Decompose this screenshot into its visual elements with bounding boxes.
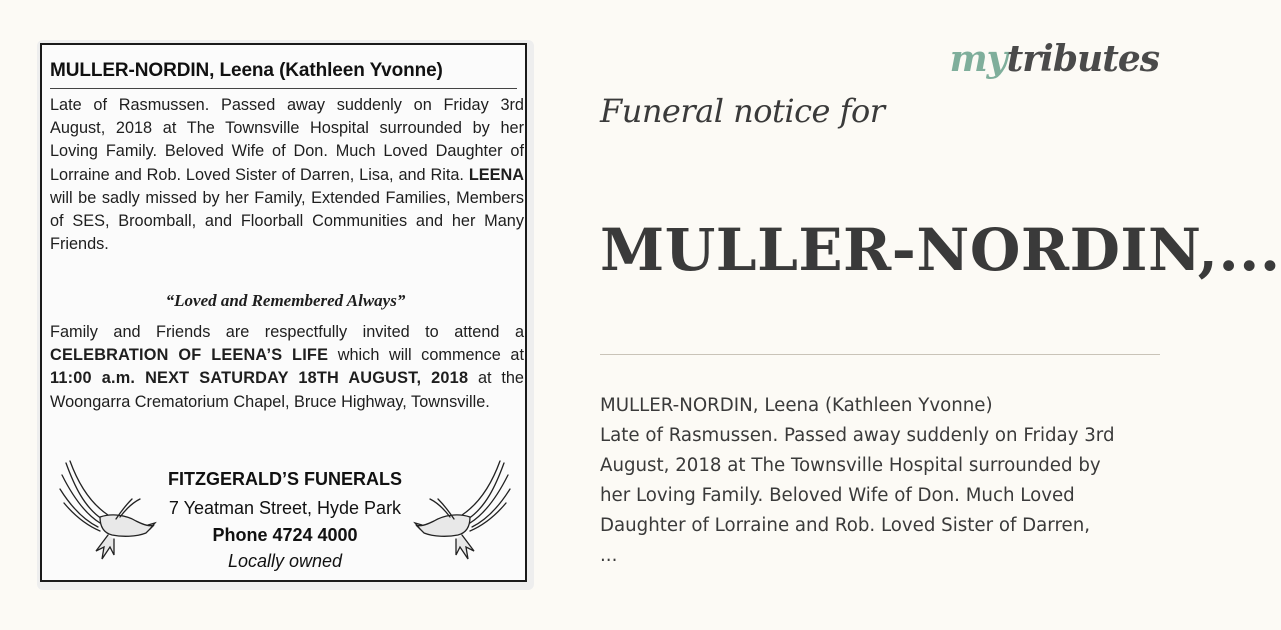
funeral-home-box [54,447,516,575]
excerpt-ellipsis: ... [600,545,618,566]
mytributes-logo[interactable] [950,38,1159,80]
funeral-home-phone: Phone 4724 4000 [212,525,358,545]
funeral-notice-clipping [40,43,527,582]
excerpt-line: her Loving Family. Beloved Wife of Don. Much Loved [600,485,1075,506]
notice-para2-venue: at the Woongarra Crematorium Chapel, Bruce Highway, Townsville. [50,369,524,411]
notice-para2-text: Family and Friends are respectfully invited to attend a [50,323,524,341]
excerpt-line: August, 2018 at The Townsville Hospital surrounded by [600,455,1101,476]
notice-image-frame [37,40,534,590]
funeral-home-name: FITZGERALD’S FUNERALS [168,469,402,489]
logo-my: my [949,38,1007,80]
notice-para1-text-cont: will be sadly missed by her Family, Extended Families, Members of SES, Broomball, and Floorball Communities and her Many Friends. [50,188,524,254]
excerpt-line: Late of Rasmussen. Passed away suddenly on Friday 3rd [600,425,1115,446]
notice-para2-text-cont: which will commence at [328,346,524,365]
notice-para1-text: Late of Rasmussen. Passed away suddenly on Friday 3rd August, 2018 at The Townsville Hospital surrounded by her Loving Family. Beloved Wife of Don. Much Loved Daughter of Lorraine and Rob. Loved Sister of Darren, Lisa, and Rita. [50,96,524,184]
notice-para2-event: CELEBRATION OF LEENA’S LIFE [50,346,329,365]
notice-title: MULLER-NORDIN, Leena (Kathleen Yvonne) [50,60,443,81]
funeral-home-address: 7 Yeatman Street, Hyde Park [168,498,402,518]
dove-icon [414,455,514,567]
section-divider [600,354,1160,355]
excerpt-line: MULLER-NORDIN, Leena (Kathleen Yvonne) [600,395,993,416]
notice-quote: “Loved and Remembered Always” [165,291,406,310]
funeral-home-tagline: Locally owned [227,551,343,571]
notice-paragraph-2 [50,321,524,414]
notice-para1-name: LEENA [468,165,524,184]
deceased-name-heading: MULLER-NORDIN,... [600,216,1281,284]
notice-excerpt [600,391,1170,571]
notice-title-rule [50,88,517,89]
notice-paragraph-1 [50,94,524,256]
notice-para2-time: 11:00 a.m. NEXT SATURDAY 18TH AUGUST, 2018 [50,369,469,388]
logo-tributes: tributes [1006,38,1159,80]
excerpt-line: Daughter of Lorraine and Rob. Loved Sister of Darren, [600,515,1091,536]
page-subtitle: Funeral notice for [600,92,885,130]
